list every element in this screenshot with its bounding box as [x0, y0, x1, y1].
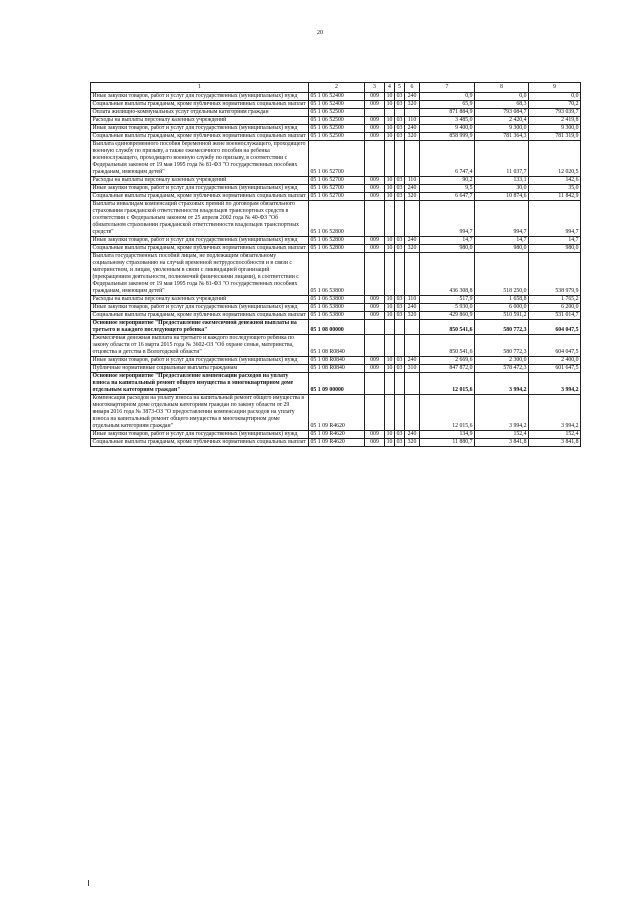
- ministry-code-cell: [365, 335, 385, 357]
- table-row: [91, 296, 581, 304]
- margin-mark: [88, 880, 89, 886]
- amount-year2-cell: 10 874,6: [475, 193, 529, 201]
- kbk-code-cell: 05 1 08 R0840: [309, 335, 365, 357]
- kbk-code-cell: 05 1 06 52500: [309, 109, 365, 117]
- section-code-cell: 10: [385, 117, 395, 125]
- ministry-code-cell: 009: [365, 357, 385, 365]
- amount-year2-cell: 3 994,2: [475, 373, 529, 395]
- amount-year3-cell: 531 014,7: [529, 312, 581, 320]
- amount-year1-cell: 11 880,7: [420, 439, 475, 447]
- kbk-code-cell: 05 1 06 53800: [309, 312, 365, 320]
- subsection-code-cell: 03: [395, 185, 405, 193]
- row-name-cell: Иные закупки товаров, работ и услуг для государственных (муниципальных) нужд: [91, 357, 309, 365]
- expense-type-cell: 320: [405, 312, 420, 320]
- row-name-cell: Основное мероприятие "Предоставление ежемесячной денежной выплаты на третьего и каждого последующего ребенка": [91, 320, 309, 335]
- ministry-code-cell: 009: [365, 193, 385, 201]
- subsection-code-cell: 03: [395, 193, 405, 201]
- page-number: 20: [317, 30, 323, 36]
- header-cell: 8: [475, 83, 529, 93]
- section-code-cell: 10: [385, 296, 395, 304]
- subsection-code-cell: 03: [395, 125, 405, 133]
- subsection-code-cell: [395, 253, 405, 296]
- amount-year1-cell: 850 541,6: [420, 335, 475, 357]
- header-cell: 7: [420, 83, 475, 93]
- expense-type-cell: 240: [405, 431, 420, 439]
- amount-year1-cell: 6 747,4: [420, 141, 475, 177]
- table-row: [91, 109, 581, 117]
- amount-year1-cell: 134,9: [420, 431, 475, 439]
- ministry-code-cell: [365, 253, 385, 296]
- section-code-cell: 10: [385, 312, 395, 320]
- kbk-code-cell: 05 1 06 52800: [309, 201, 365, 237]
- kbk-code-cell: 05 1 06 52700: [309, 177, 365, 185]
- subsection-code-cell: 03: [395, 93, 405, 101]
- header-cell: 1: [91, 83, 309, 93]
- header-cell: 6: [405, 83, 420, 93]
- row-name-cell: Выплаты инвалидам компенсаций страховых премий по договорам обязательного страхования гражданской ответственности владельцев транспортных средств в соответствии с Федеральным законом от 25 апреля 2002 года № 40-ФЗ "Об обязательном страховании гражданской ответственности владельцев транспортных средств": [91, 201, 309, 237]
- row-name-cell: Основное мероприятие "Предоставление компенсации расходов на уплату взноса на капитальный ремонт общего имущества в многоквартирном доме отдельным категориям граждан": [91, 373, 309, 395]
- amount-year3-cell: 70,2: [529, 101, 581, 109]
- row-name-cell: Иные закупки товаров, работ и услуг для государственных (муниципальных) нужд: [91, 304, 309, 312]
- table-row: [91, 141, 581, 177]
- subsection-code-cell: 03: [395, 312, 405, 320]
- row-name-cell: Социальные выплаты гражданам, кроме публичных нормативных социальных выплат: [91, 312, 309, 320]
- table-row: [91, 125, 581, 133]
- section-code-cell: [385, 201, 395, 237]
- amount-year2-cell: 0,0: [475, 93, 529, 101]
- expense-type-cell: [405, 373, 420, 395]
- amount-year2-cell: 133,1: [475, 177, 529, 185]
- section-code-cell: 10: [385, 237, 395, 245]
- amount-year3-cell: 1 765,2: [529, 296, 581, 304]
- section-code-cell: [385, 373, 395, 395]
- amount-year1-cell: 0,9: [420, 93, 475, 101]
- ministry-code-cell: 009: [365, 101, 385, 109]
- ministry-code-cell: [365, 320, 385, 335]
- amount-year3-cell: 14,7: [529, 237, 581, 245]
- row-name-cell: Ежемесячная денежная выплата на третьего и каждого последующего ребенка по закону области от 16 марта 2015 года № 3602-ОЗ "Об охране семьи, материнства, отцовства и детства в Вологодской области": [91, 335, 309, 357]
- amount-year2-cell: 152,4: [475, 431, 529, 439]
- amount-year2-cell: 3 841,8: [475, 439, 529, 447]
- kbk-code-cell: 05 1 06 52400: [309, 93, 365, 101]
- section-code-cell: 10: [385, 125, 395, 133]
- expense-type-cell: 240: [405, 125, 420, 133]
- ministry-code-cell: 009: [365, 185, 385, 193]
- table-row: [91, 373, 581, 395]
- kbk-code-cell: 05 1 06 53800: [309, 253, 365, 296]
- subsection-code-cell: 03: [395, 365, 405, 373]
- ministry-code-cell: 009: [365, 245, 385, 253]
- subsection-code-cell: [395, 335, 405, 357]
- ministry-code-cell: 009: [365, 296, 385, 304]
- kbk-code-cell: 05 1 06 52700: [309, 193, 365, 201]
- subsection-code-cell: [395, 395, 405, 431]
- amount-year3-cell: 142,6: [529, 177, 581, 185]
- section-code-cell: 10: [385, 177, 395, 185]
- ministry-code-cell: 009: [365, 125, 385, 133]
- table-row: [91, 185, 581, 193]
- amount-year1-cell: 9,5: [420, 185, 475, 193]
- table-row: [91, 439, 581, 447]
- amount-year1-cell: 14,7: [420, 237, 475, 245]
- row-name-cell: Иные закупки товаров, работ и услуг для государственных (муниципальных) нужд: [91, 125, 309, 133]
- section-code-cell: [385, 395, 395, 431]
- table-row: [91, 395, 581, 431]
- table-row: [91, 335, 581, 357]
- amount-year2-cell: 3 994,2: [475, 395, 529, 431]
- kbk-code-cell: 05 1 06 52800: [309, 237, 365, 245]
- expense-type-cell: [405, 320, 420, 335]
- row-name-cell: Выплата государственных пособий лицам, не подлежащим обязательному социальному страхованию на случай временной нетрудоспособности и в связи с материнством, и лицам, уволенным в связи с ликвидацией организаций (прекращением деятельности, полномочий физическими лицами), в соответствии с Федеральным законом от 19 мая 1995 года № 81-ФЗ "О государственных пособиях гражданам, имеющим детей": [91, 253, 309, 296]
- subsection-code-cell: 03: [395, 177, 405, 185]
- ministry-code-cell: 009: [365, 312, 385, 320]
- amount-year1-cell: 12 015,6: [420, 395, 475, 431]
- amount-year3-cell: 3 994,2: [529, 395, 581, 431]
- amount-year2-cell: 793 084,7: [475, 109, 529, 117]
- amount-year3-cell: 152,4: [529, 431, 581, 439]
- table-row: [91, 320, 581, 335]
- amount-year3-cell: 538 979,9: [529, 253, 581, 296]
- section-code-cell: 10: [385, 439, 395, 447]
- table-row: [91, 245, 581, 253]
- amount-year2-cell: 580 772,3: [475, 335, 529, 357]
- amount-year3-cell: 994,7: [529, 201, 581, 237]
- ministry-code-cell: 009: [365, 133, 385, 141]
- ministry-code-cell: 009: [365, 117, 385, 125]
- kbk-code-cell: 05 1 06 52400: [309, 101, 365, 109]
- amount-year3-cell: 35,0: [529, 185, 581, 193]
- kbk-code-cell: 05 1 06 52500: [309, 133, 365, 141]
- amount-year3-cell: 980,0: [529, 245, 581, 253]
- section-code-cell: 10: [385, 101, 395, 109]
- table-row: [91, 133, 581, 141]
- row-name-cell: Иные закупки товаров, работ и услуг для государственных (муниципальных) нужд: [91, 431, 309, 439]
- row-name-cell: Компенсация расходов на уплату взноса на капитальный ремонт общего имущества в многоквартирном доме отдельным категориям граждан по закону области от 29 января 2016 года № 3873-ОЗ "О предоставлении компенсации расходов на уплату взноса на капитальный ремонт общего имущества в многоквартирном доме отдельным категориям граждан": [91, 395, 309, 431]
- expense-type-cell: 240: [405, 357, 420, 365]
- row-name-cell: Иные закупки товаров, работ и услуг для государственных (муниципальных) нужд: [91, 93, 309, 101]
- expense-type-cell: 320: [405, 133, 420, 141]
- subsection-code-cell: [395, 373, 405, 395]
- table-row: [91, 304, 581, 312]
- expense-type-cell: 240: [405, 93, 420, 101]
- kbk-code-cell: 05 1 09 R4620: [309, 395, 365, 431]
- subsection-code-cell: 03: [395, 296, 405, 304]
- header-cell: 4: [385, 83, 395, 93]
- section-code-cell: 10: [385, 185, 395, 193]
- row-name-cell: Выплата единовременного пособия беременной жене военнослужащего, проходящего военную службу по призыву, а также ежемесячного пособия на ребенка военнослужащего, проходящего военную службу по призыву, в соответствии с Федеральным законом от 19 мая 1995 года № 81-ФЗ "О государственных пособиях гражданам, имеющим детей": [91, 141, 309, 177]
- subsection-code-cell: [395, 141, 405, 177]
- row-name-cell: Оплата жилищно-коммунальных услуг отдельным категориям граждан: [91, 109, 309, 117]
- table-row: [91, 312, 581, 320]
- table-row: [91, 253, 581, 296]
- table-row: [91, 117, 581, 125]
- amount-year1-cell: 90,2: [420, 177, 475, 185]
- ministry-code-cell: [365, 395, 385, 431]
- ministry-code-cell: 009: [365, 177, 385, 185]
- expense-type-cell: [405, 141, 420, 177]
- amount-year2-cell: 1 658,8: [475, 296, 529, 304]
- budget-table: [90, 82, 581, 447]
- ministry-code-cell: 009: [365, 237, 385, 245]
- table-row: [91, 357, 581, 365]
- amount-year2-cell: 781 364,3: [475, 133, 529, 141]
- ministry-code-cell: 009: [365, 304, 385, 312]
- amount-year3-cell: 601 647,5: [529, 365, 581, 373]
- expense-type-cell: 110: [405, 177, 420, 185]
- amount-year2-cell: 9 300,0: [475, 125, 529, 133]
- expense-type-cell: [405, 335, 420, 357]
- amount-year3-cell: 2 400,0: [529, 357, 581, 365]
- kbk-code-cell: 05 1 08 R0840: [309, 365, 365, 373]
- amount-year1-cell: 65,9: [420, 101, 475, 109]
- section-code-cell: 10: [385, 93, 395, 101]
- subsection-code-cell: 03: [395, 117, 405, 125]
- section-code-cell: [385, 253, 395, 296]
- subsection-code-cell: 03: [395, 439, 405, 447]
- kbk-code-cell: 05 1 06 52700: [309, 141, 365, 177]
- subsection-code-cell: 03: [395, 431, 405, 439]
- section-code-cell: 10: [385, 245, 395, 253]
- kbk-code-cell: 05 1 06 53800: [309, 296, 365, 304]
- section-code-cell: 10: [385, 431, 395, 439]
- ministry-code-cell: 009: [365, 93, 385, 101]
- section-code-cell: [385, 320, 395, 335]
- section-code-cell: 10: [385, 193, 395, 201]
- amount-year2-cell: 580 772,3: [475, 320, 529, 335]
- row-name-cell: Иные закупки товаров, работ и услуг для государственных (муниципальных) нужд: [91, 237, 309, 245]
- table-row: [91, 365, 581, 373]
- row-name-cell: Расходы на выплаты персоналу казенных учреждений: [91, 117, 309, 125]
- amount-year2-cell: 510 591,2: [475, 312, 529, 320]
- amount-year2-cell: 6 000,0: [475, 304, 529, 312]
- amount-year3-cell: 9 300,0: [529, 125, 581, 133]
- amount-year1-cell: 858 999,9: [420, 133, 475, 141]
- row-name-cell: Социальные выплаты гражданам, кроме публичных нормативных социальных выплат: [91, 193, 309, 201]
- subsection-code-cell: 03: [395, 133, 405, 141]
- ministry-code-cell: 009: [365, 365, 385, 373]
- expense-type-cell: [405, 201, 420, 237]
- amount-year3-cell: 11 842,9: [529, 193, 581, 201]
- expense-type-cell: 240: [405, 304, 420, 312]
- amount-year1-cell: 9 400,0: [420, 125, 475, 133]
- amount-year3-cell: 12 020,5: [529, 141, 581, 177]
- amount-year3-cell: 604 047,5: [529, 335, 581, 357]
- kbk-code-cell: 05 1 06 52700: [309, 185, 365, 193]
- header-cell: 3: [365, 83, 385, 93]
- expense-type-cell: 320: [405, 439, 420, 447]
- row-name-cell: Публичные нормативные социальные выплаты гражданам: [91, 365, 309, 373]
- amount-year1-cell: 12 015,6: [420, 373, 475, 395]
- ministry-code-cell: 009: [365, 431, 385, 439]
- amount-year2-cell: 14,7: [475, 237, 529, 245]
- amount-year1-cell: 871 884,9: [420, 109, 475, 117]
- header-cell: 2: [309, 83, 365, 93]
- amount-year3-cell: 6 200,0: [529, 304, 581, 312]
- amount-year3-cell: 3 994,2: [529, 373, 581, 395]
- amount-year3-cell: 604 047,5: [529, 320, 581, 335]
- amount-year2-cell: 30,0: [475, 185, 529, 193]
- kbk-code-cell: 05 1 06 52800: [309, 245, 365, 253]
- amount-year1-cell: 517,9: [420, 296, 475, 304]
- amount-year2-cell: 11 037,7: [475, 141, 529, 177]
- amount-year1-cell: 3 485,0: [420, 117, 475, 125]
- kbk-code-cell: 05 1 09 00000: [309, 373, 365, 395]
- kbk-code-cell: 05 1 06 52500: [309, 125, 365, 133]
- amount-year2-cell: 2 420,4: [475, 117, 529, 125]
- subsection-code-cell: 03: [395, 101, 405, 109]
- subsection-code-cell: [395, 320, 405, 335]
- subsection-code-cell: [395, 201, 405, 237]
- amount-year3-cell: 0,0: [529, 93, 581, 101]
- section-code-cell: [385, 141, 395, 177]
- expense-type-cell: 320: [405, 193, 420, 201]
- section-code-cell: 10: [385, 133, 395, 141]
- amount-year1-cell: 5 930,0: [420, 304, 475, 312]
- section-code-cell: [385, 109, 395, 117]
- amount-year2-cell: 2 300,0: [475, 357, 529, 365]
- kbk-code-cell: 05 1 08 00000: [309, 320, 365, 335]
- amount-year1-cell: 2 669,6: [420, 357, 475, 365]
- amount-year3-cell: 3 841,8: [529, 439, 581, 447]
- amount-year3-cell: 2 419,8: [529, 117, 581, 125]
- subsection-code-cell: [395, 109, 405, 117]
- expense-type-cell: 310: [405, 365, 420, 373]
- table-row: [91, 193, 581, 201]
- amount-year1-cell: 994,7: [420, 201, 475, 237]
- kbk-code-cell: 05 1 09 R4620: [309, 439, 365, 447]
- kbk-code-cell: 05 1 06 53800: [309, 304, 365, 312]
- amount-year1-cell: 429 860,9: [420, 312, 475, 320]
- kbk-code-cell: 05 1 08 R0840: [309, 357, 365, 365]
- amount-year2-cell: 980,0: [475, 245, 529, 253]
- ministry-code-cell: [365, 373, 385, 395]
- expense-type-cell: 240: [405, 237, 420, 245]
- amount-year2-cell: 578 472,3: [475, 365, 529, 373]
- row-name-cell: Социальные выплаты гражданам, кроме публичных нормативных социальных выплат: [91, 439, 309, 447]
- expense-type-cell: 240: [405, 185, 420, 193]
- amount-year1-cell: 850 541,6: [420, 320, 475, 335]
- table-row: [91, 101, 581, 109]
- table-row: [91, 177, 581, 185]
- table-row: [91, 201, 581, 237]
- expense-type-cell: 320: [405, 245, 420, 253]
- subsection-code-cell: 03: [395, 357, 405, 365]
- amount-year1-cell: 847 872,0: [420, 365, 475, 373]
- ministry-code-cell: [365, 141, 385, 177]
- kbk-code-cell: 05 1 06 52500: [309, 117, 365, 125]
- expense-type-cell: 110: [405, 117, 420, 125]
- section-code-cell: 10: [385, 357, 395, 365]
- row-name-cell: Социальные выплаты гражданам, кроме публичных нормативных социальных выплат: [91, 101, 309, 109]
- row-name-cell: Расходы на выплаты персоналу казенных учреждений: [91, 177, 309, 185]
- table-row: [91, 237, 581, 245]
- expense-type-cell: [405, 395, 420, 431]
- section-code-cell: [385, 335, 395, 357]
- row-name-cell: Расходы на выплаты персоналу казенных учреждений: [91, 296, 309, 304]
- amount-year3-cell: 793 039,7: [529, 109, 581, 117]
- amount-year2-cell: 518 250,0: [475, 253, 529, 296]
- header-cell: 9: [529, 83, 581, 93]
- subsection-code-cell: 03: [395, 245, 405, 253]
- table-header-row: [91, 83, 581, 93]
- row-name-cell: Социальные выплаты гражданам, кроме публичных нормативных социальных выплат: [91, 133, 309, 141]
- table-row: [91, 93, 581, 101]
- amount-year2-cell: 68,3: [475, 101, 529, 109]
- ministry-code-cell: [365, 201, 385, 237]
- section-code-cell: 10: [385, 365, 395, 373]
- row-name-cell: Иные закупки товаров, работ и услуг для государственных (муниципальных) нужд: [91, 185, 309, 193]
- ministry-code-cell: [365, 109, 385, 117]
- expense-type-cell: [405, 109, 420, 117]
- amount-year1-cell: 980,0: [420, 245, 475, 253]
- amount-year2-cell: 994,7: [475, 201, 529, 237]
- kbk-code-cell: 05 1 09 R4620: [309, 431, 365, 439]
- subsection-code-cell: 03: [395, 304, 405, 312]
- amount-year3-cell: 781 319,9: [529, 133, 581, 141]
- expense-type-cell: 110: [405, 296, 420, 304]
- header-cell: 5: [395, 83, 405, 93]
- row-name-cell: Социальные выплаты гражданам, кроме публичных нормативных социальных выплат: [91, 245, 309, 253]
- expense-type-cell: [405, 253, 420, 296]
- ministry-code-cell: 009: [365, 439, 385, 447]
- table-row: [91, 431, 581, 439]
- section-code-cell: 10: [385, 304, 395, 312]
- expense-type-cell: 320: [405, 101, 420, 109]
- amount-year1-cell: 6 647,7: [420, 193, 475, 201]
- amount-year1-cell: 436 308,8: [420, 253, 475, 296]
- subsection-code-cell: 03: [395, 237, 405, 245]
